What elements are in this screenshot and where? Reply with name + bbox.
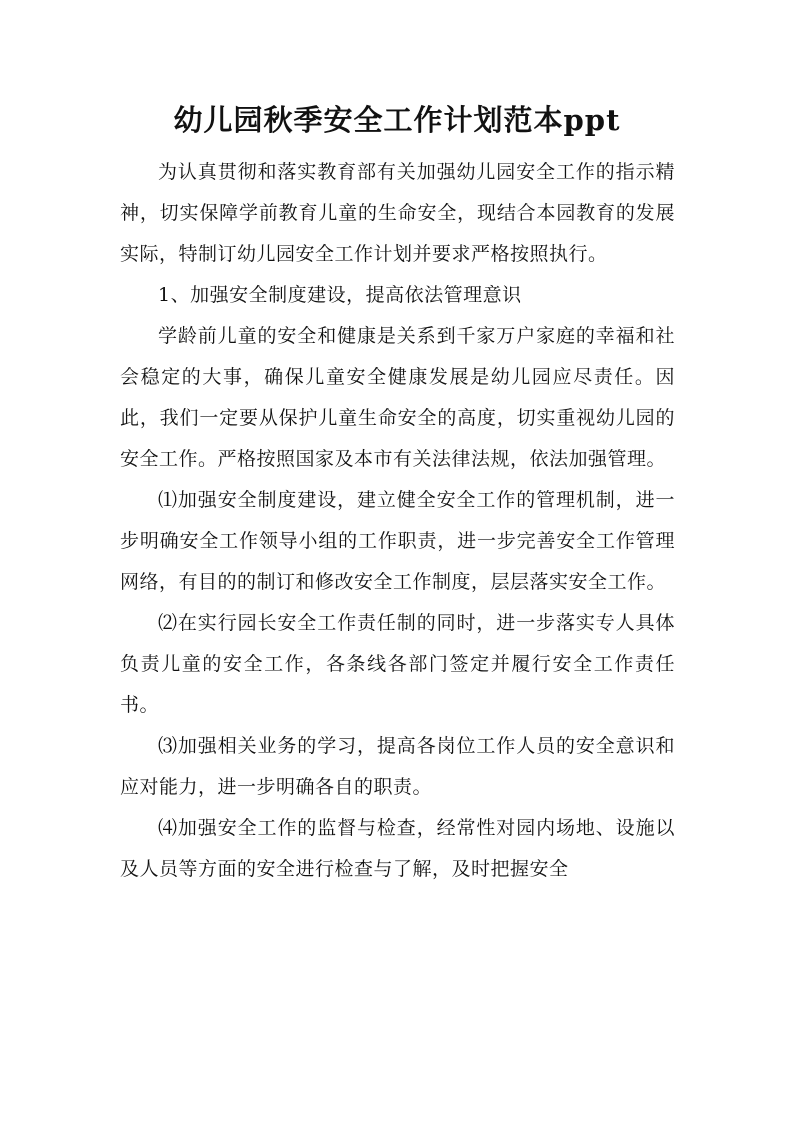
document-title: 幼儿园秋季安全工作计划范本ppt bbox=[173, 103, 621, 137]
list-item-3: ⑶加强相关业务的学习，提高各岗位工作人员的安全意识和应对能力，进一步明确各自的职责。 bbox=[120, 735, 675, 798]
list-item-4: ⑷加强安全工作的监督与检查，经常性对园内场地、设施以及人员等方面的安全进行检查与了解，及时把握安全 bbox=[120, 817, 675, 880]
list-item-2: ⑵在实行园长安全工作责任制的同时，进一步落实专人具体负责儿童的安全工作，各条线各部门签定并履行安全工作责任书。 bbox=[120, 612, 675, 716]
document-body bbox=[120, 152, 675, 890]
section-heading-1: 1、加强安全制度建设，提高依法管理意识 bbox=[158, 284, 522, 306]
list-item-1: ⑴加强安全制度建设，建立健全安全工作的管理机制，进一步明确安全工作领导小组的工作职责，进一步完善安全工作管理网络，有目的的制订和修改安全工作制度，层层落实安全工作。 bbox=[120, 489, 675, 593]
paragraph-intro: 为认真贯彻和落实教育部有关加强幼儿园安全工作的指示精神，切实保障学前教育儿童的生命安全，现结合本园教育的发展实际，特制订幼儿园安全工作计划并要求严格按照执行。 bbox=[120, 161, 675, 265]
paragraph-safety-importance: 学龄前儿童的安全和健康是关系到千家万户家庭的幸福和社会稳定的大事，确保儿童安全健康发展是幼儿园应尽责任。因此，我们一定要从保护儿童生命安全的高度，切实重视幼儿园的安全工作。严格按照国家及本市有关法律法规，依法加强管理。 bbox=[120, 325, 675, 470]
